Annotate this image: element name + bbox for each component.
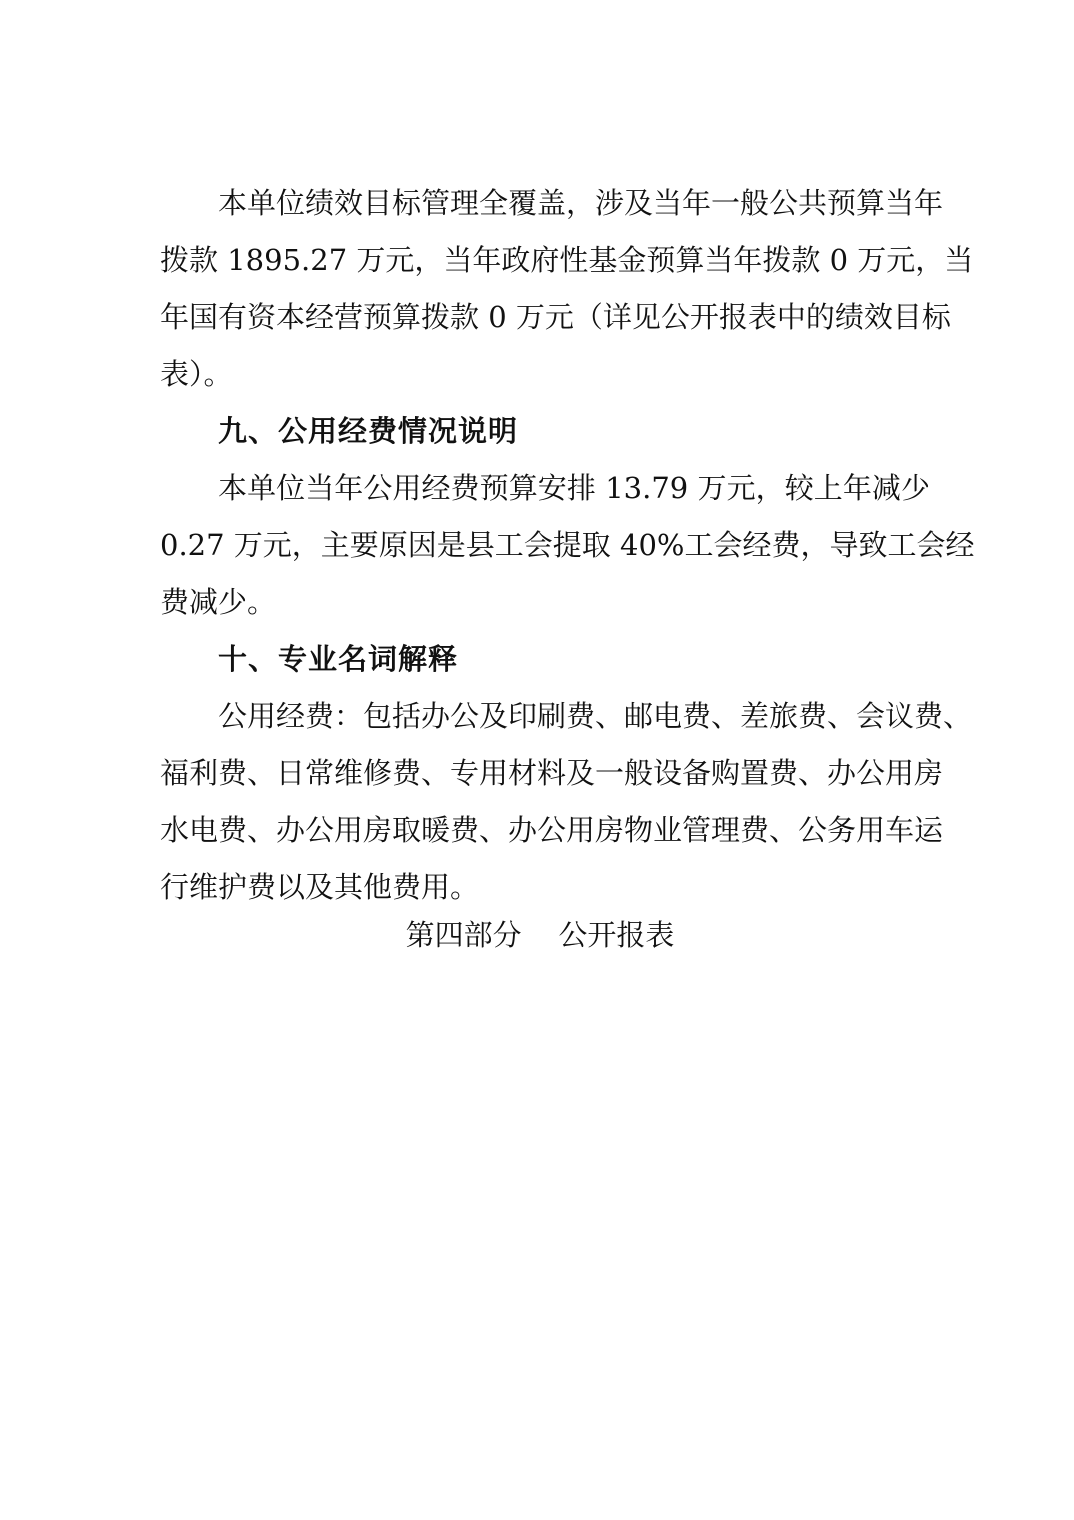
section-10-line-3: 水电费、办公用房取暖费、办公用房物业管理费、公务用车运 — [160, 813, 944, 847]
section-10-heading: 十、专业名词解释 — [218, 642, 459, 676]
performance-line-2: 拨款 1895.27 万元，当年政府性基金预算当年拨款 0 万元，当 — [160, 243, 974, 277]
section-9-line-2: 0.27 万元，主要原因是县工会提取 40%工会经费，导致工会经 — [160, 528, 975, 562]
performance-line-3: 年国有资本经营预算拨款 0 万元（详见公开报表中的绩效目标 — [160, 300, 951, 334]
section-9-line-1: 本单位当年公用经费预算安排 13.79 万元，较上年减少 — [218, 471, 930, 505]
section-10-line-2: 福利费、日常维修费、专用材料及一般设备购置费、办公用房 — [160, 756, 944, 790]
performance-line-1: 本单位绩效目标管理全覆盖，涉及当年一般公共预算当年 — [218, 186, 944, 220]
section-9-heading: 九、公用经费情况说明 — [218, 414, 519, 448]
performance-line-4: 表）。 — [160, 357, 233, 391]
section-10-line-1: 公用经费：包括办公及印刷费、邮电费、差旅费、会议费、 — [218, 699, 973, 733]
section-10-line-4: 行维护费以及其他费用。 — [160, 870, 480, 904]
section-9-line-3: 费减少。 — [160, 585, 277, 619]
part-title: 第四部分 公开报表 — [405, 918, 675, 952]
